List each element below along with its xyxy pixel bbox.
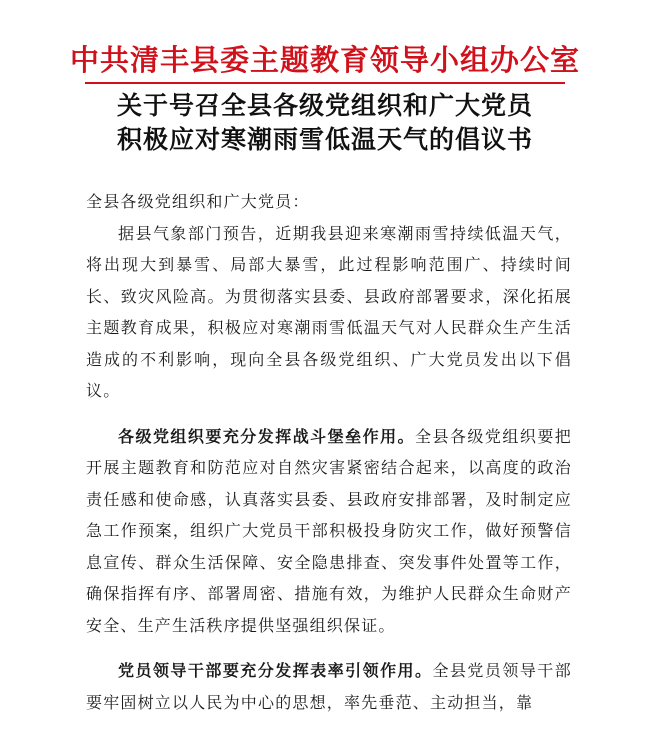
paragraph-party-leaders — [86, 655, 572, 718]
paragraph-lead-heading: 各级党组织要充分发挥战斗堡垒作用。 — [118, 426, 416, 446]
document-body — [86, 186, 572, 718]
paragraph-party-organizations — [86, 421, 572, 642]
document-title-line-1: 关于号召全县各级党组织和广大党员 — [116, 91, 533, 120]
paragraph-lead-heading: 党员领导干部要充分发挥表率引领作用。 — [118, 661, 433, 680]
salutation: 全县各级党组织和广大党员： — [86, 192, 310, 211]
issuer-heading: 中共清丰县委主题教育领导小组办公室 — [69, 43, 580, 77]
paragraph-intro: 据县气象部门预告，近期我县迎来寒潮雨雪持续低温天气，将出现大到暴雪、局部大暴雪，此过程影响范围广、持续时间长、致灾风险高。为贯彻落实县委、县政府部署要求，深化拓展主题教育成果，积极应对寒潮雨雪低温天气对人民群众生产生活造成的不利影响，现向全县各级党组织、广大党员发出以下倡议。 — [86, 223, 572, 400]
paragraph-text: 全县各级党组织要把开展主题教育和防范应对自然灾害紧密结合起来，以高度的政治责任感和使命感，认真落实县委、县政府安排部署，及时制定应急工作预案，组织广大党员干部积极投身防灾工作，做好预警信息宣传、群众生活保障、安全隐患排查、突发事件处置等工作，确保指挥有序、部署周密、措施有效，为维护人民群众生命财产安全、生产生活秩序提供坚强组织保证。 — [86, 426, 572, 635]
paragraph-text: 全县党员领导干部要牢固树立以人民为中心的思想，率先垂范、主动担当，靠 — [86, 661, 572, 712]
document-title-line-2: 积极应对寒潮雨雪低温天气的倡议书 — [116, 125, 533, 154]
red-divider-line — [85, 82, 565, 84]
